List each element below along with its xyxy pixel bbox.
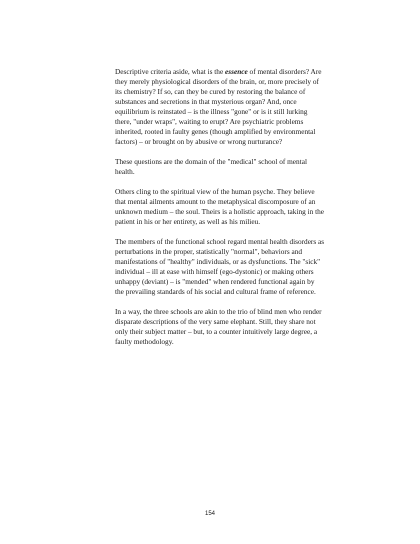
paragraph-4: The members of the functional school regard mental health disorders as perturbations in the proper, statistically "normal", behaviors and manifestations of "healthy" individuals, or as dysfunctions. The "sick" individual – ill at ease with himself (ego-dystonic) or making others unhappy (deviant) – is "mended" when rendered functional again by the prevailing standards of his social and cultural frame of reference. bbox=[115, 237, 325, 296]
emphasis-essence: essence bbox=[225, 67, 248, 76]
paragraph-5: In a way, the three schools are akin to the trio of blind men who render disparate descriptions of the very same elephant. Still, they share not only their subject matter – but, to a counter intuitively large degree, a faulty methodology. bbox=[115, 307, 322, 346]
body-text bbox=[115, 67, 325, 357]
paragraph-2: These questions are the domain of the "medical" school of mental health. bbox=[115, 157, 307, 176]
paragraph-1-rest: of mental disorders? Are they merely physiological disorders of the brain, or, more precisely of its chemistry? If so, can they be cured by restoring the balance of substances and secretions in that mysterious organ? And, once equilibrium is reinstated – is the illness "gone" or is it still lurking there, "under wraps", waiting to erupt? Are psychiatric problems inherited, rooted in faulty genes (though amplified by environmental factors) – or brought on by abusive or wrong nurturance? bbox=[115, 67, 322, 146]
page-number: 154 bbox=[204, 511, 215, 517]
paragraph-1 bbox=[115, 67, 325, 147]
paragraph-3: Others cling to the spiritual view of the human psyche. They believe that mental ailments amount to the metaphysical discomposure of an unknown medium – the soul. Theirs is a holistic approach, taking in the patient in his or her entirety, as well as his milieu. bbox=[115, 187, 325, 226]
paragraph-1-lead: Descriptive criteria aside, what is the bbox=[115, 67, 226, 76]
